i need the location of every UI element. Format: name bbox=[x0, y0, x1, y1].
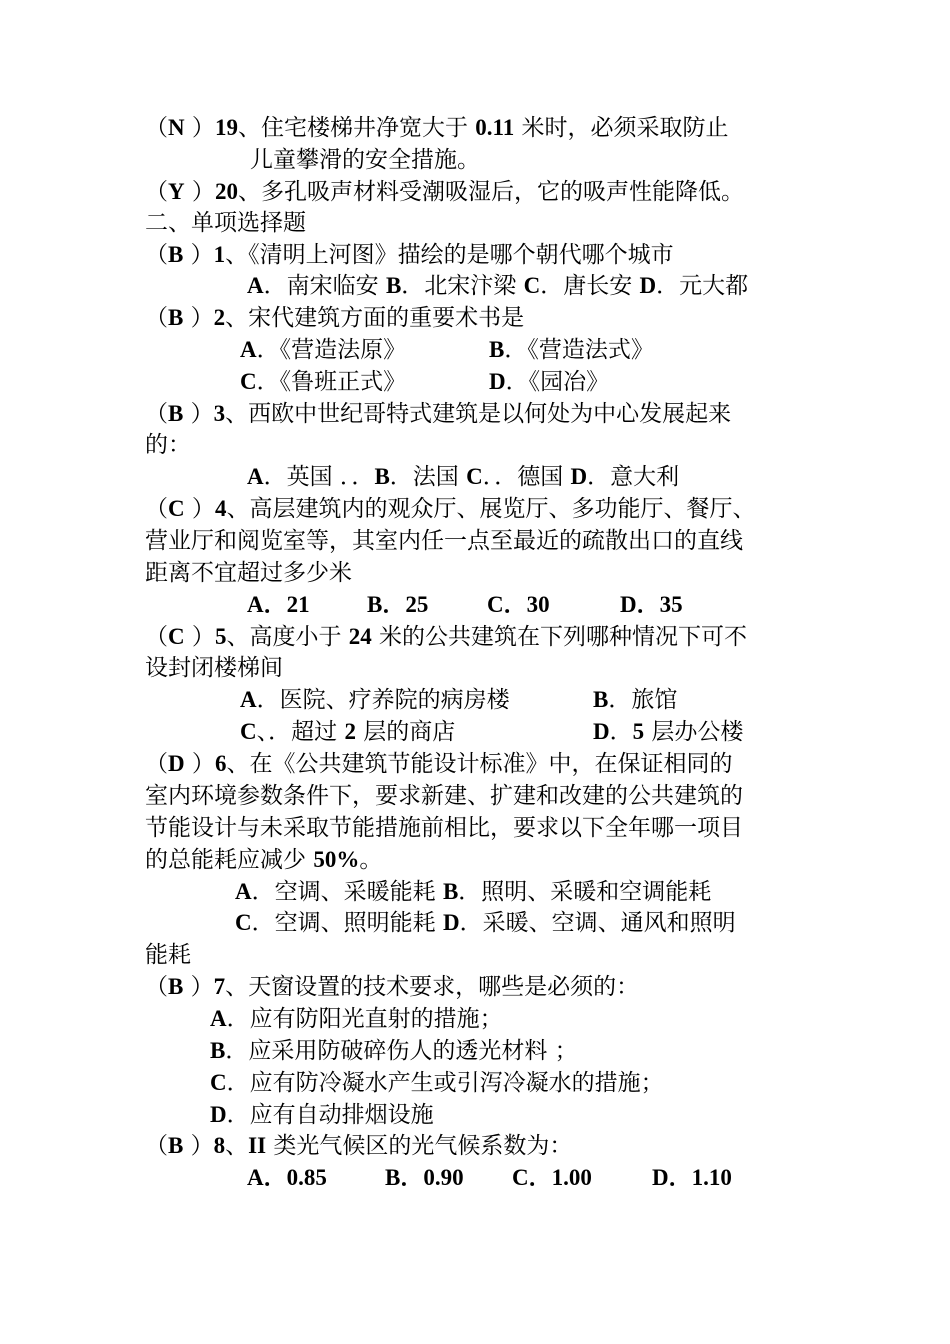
option-letter: D bbox=[652, 1165, 669, 1190]
question-number: 19 bbox=[214, 115, 238, 140]
option-value: ．1.10 bbox=[668, 1165, 732, 1190]
value: 50% bbox=[313, 847, 360, 872]
paren-close: ） bbox=[184, 751, 215, 777]
option-text: 层的商店 bbox=[355, 719, 456, 745]
option-letter: A bbox=[247, 1165, 264, 1190]
question-8-options bbox=[247, 1162, 917, 1194]
value: 0.11 bbox=[475, 115, 515, 140]
answer-mark: B bbox=[168, 305, 184, 330]
option-text: ．应采用防破碎伤人的透光材料 ； bbox=[225, 1038, 578, 1064]
paren-open: （ bbox=[145, 179, 168, 205]
question-text: 、 bbox=[225, 1133, 249, 1159]
option-text: ．法国 bbox=[389, 464, 467, 490]
option-text: ．旅馆 bbox=[608, 687, 678, 713]
question-number: 6 bbox=[214, 751, 227, 776]
option-text: ．照明、采暖和空调能耗 bbox=[458, 879, 712, 905]
option-letter: D bbox=[442, 910, 460, 935]
option-letter: C bbox=[240, 719, 257, 744]
question-6 bbox=[145, 748, 815, 780]
question-3-options bbox=[247, 461, 917, 493]
paren-open: （ bbox=[145, 974, 168, 1000]
question-text: 、住宅楼梯井净宽大于 bbox=[237, 115, 476, 141]
answer-mark: B bbox=[168, 1133, 184, 1158]
question-3-cont: 的： bbox=[145, 432, 191, 458]
paren-open: （ bbox=[145, 496, 168, 522]
option-letter: C bbox=[487, 592, 504, 617]
answer-mark: B bbox=[168, 974, 184, 999]
question-7 bbox=[145, 971, 815, 1003]
paren-open: （ bbox=[145, 624, 168, 650]
question-5-cont: 设封闭楼梯间 bbox=[145, 655, 283, 681]
option-text: ． bbox=[609, 719, 633, 745]
question-7-option-a bbox=[210, 1003, 880, 1035]
option-text: ．采暖、空调、通风和照明 bbox=[459, 910, 736, 936]
question-4 bbox=[145, 493, 815, 525]
answer-mark: C bbox=[168, 624, 185, 649]
option-text: ．唐长安 bbox=[540, 273, 640, 299]
answer-mark: Y bbox=[168, 179, 185, 204]
option-letter: B bbox=[489, 337, 505, 362]
question-1-options bbox=[247, 270, 917, 302]
paren-open: （ bbox=[145, 751, 168, 777]
option-text: ．英国 ．． bbox=[263, 464, 375, 490]
question-number: 5 bbox=[214, 624, 227, 649]
option-letter: B bbox=[374, 464, 390, 489]
option-text: ．元大都 bbox=[656, 273, 749, 299]
option-text: ．医院、疗养院的病房楼 bbox=[256, 687, 510, 713]
option-text: ．《营造法式》 bbox=[504, 337, 654, 363]
option-letter: D bbox=[570, 464, 588, 489]
option-letter: D bbox=[620, 592, 637, 617]
option-text: 层办公楼 bbox=[644, 719, 744, 745]
question-7-option-d bbox=[210, 1099, 880, 1131]
option-value: ．30 bbox=[503, 592, 550, 617]
option-text: ．南宋临安 bbox=[263, 273, 386, 299]
paren-close: ） bbox=[184, 496, 215, 522]
option-letter: A bbox=[240, 337, 257, 362]
question-4-cont-2: 距离不宜超过多少米 bbox=[145, 560, 352, 586]
question-19 bbox=[145, 112, 815, 144]
paren-open: （ bbox=[145, 305, 168, 331]
option-text: ．应有自动排烟设施 bbox=[226, 1102, 434, 1128]
question-19-cont: 儿童攀滑的安全措施。 bbox=[250, 147, 480, 173]
option-value: ．0.90 bbox=[400, 1165, 464, 1190]
option-letter: D bbox=[593, 719, 610, 744]
option-letter: A bbox=[210, 1006, 227, 1031]
question-4-cont-1: 营业厅和阅览室等，其室内任一点至最近的疏散出口的直线 bbox=[145, 528, 743, 554]
question-text: 米时，必须采取防止 bbox=[514, 115, 729, 141]
option-text: ．空调、采暖能耗 bbox=[251, 879, 443, 905]
question-6-cont-4: 能耗 bbox=[145, 942, 191, 968]
question-text: 、宋代建筑方面的重要术书是 bbox=[225, 305, 525, 331]
option-value: 2 bbox=[344, 719, 356, 744]
paren-open: （ bbox=[145, 242, 168, 268]
question-number: 1 bbox=[213, 242, 226, 267]
question-1 bbox=[145, 239, 815, 271]
paren-close: ） bbox=[183, 305, 214, 331]
option-letter: B bbox=[367, 592, 383, 617]
answer-mark: D bbox=[168, 751, 185, 776]
question-4-options bbox=[247, 589, 917, 621]
question-text: 米的公共建筑在下列哪种情况下可不 bbox=[371, 624, 748, 650]
question-2 bbox=[145, 302, 815, 334]
question-number: 7 bbox=[213, 974, 226, 999]
question-20 bbox=[145, 176, 815, 208]
option-text: ．意大利 bbox=[587, 464, 680, 490]
option-letter: A bbox=[247, 273, 264, 298]
question-text: 的总能耗应减少 bbox=[145, 847, 314, 873]
option-letter: D bbox=[210, 1102, 227, 1127]
question-number: 20 bbox=[214, 179, 238, 204]
section-heading: 二、单项选择题 bbox=[145, 210, 306, 236]
option-text: ．空调、照明能耗 bbox=[251, 910, 443, 936]
question-text: 、多孔吸声材料受潮吸湿后，它的吸声性能降低。 bbox=[237, 179, 744, 205]
option-letter: A bbox=[247, 592, 264, 617]
paren-open: （ bbox=[145, 401, 168, 427]
option-text: 、．超过 bbox=[256, 719, 345, 745]
answer-mark: C bbox=[168, 496, 185, 521]
paren-close: ） bbox=[184, 115, 215, 141]
paren-open: （ bbox=[145, 115, 168, 141]
option-text: ．北宋汴梁 bbox=[401, 273, 524, 299]
option-value: ．25 bbox=[382, 592, 429, 617]
option-letter: A bbox=[240, 687, 257, 712]
question-number: 8 bbox=[213, 1133, 226, 1158]
answer-mark: B bbox=[168, 242, 184, 267]
question-6-cont-1: 室内环境参数条件下，要求新建、扩建和改建的公共建筑的 bbox=[145, 783, 743, 809]
question-6-cont-3 bbox=[145, 844, 815, 876]
question-3 bbox=[145, 398, 815, 430]
option-text: ．《营造法原》 bbox=[256, 337, 407, 363]
option-letter: B bbox=[210, 1038, 226, 1063]
roman-numeral: II bbox=[248, 1133, 267, 1158]
question-text: 、天窗设置的技术要求，哪些是必须的： bbox=[225, 974, 640, 1000]
question-text: 、在《公共建筑节能设计标准》中，在保证相同的 bbox=[226, 751, 733, 777]
paren-close: ） bbox=[183, 1133, 214, 1159]
option-value: ．21 bbox=[263, 592, 310, 617]
option-letter: B bbox=[593, 687, 609, 712]
option-value: ．1.00 bbox=[528, 1165, 592, 1190]
question-6-cont-2: 节能设计与未采取节能措施前相比，要求以下全年哪一项目 bbox=[145, 815, 743, 841]
question-2-options-row1 bbox=[240, 334, 910, 366]
question-text: 、西欧中世纪哥特式建筑是以何处为中心发展起来 bbox=[225, 401, 732, 427]
question-text: 、高度小于 bbox=[226, 624, 349, 650]
question-text: 、高层建筑内的观众厅、展览厅、多功能厅、餐厅、 bbox=[226, 496, 756, 522]
question-7-option-c bbox=[210, 1067, 880, 1099]
option-letter: C bbox=[466, 464, 483, 489]
question-5-options-row2 bbox=[240, 716, 910, 748]
option-text: ．应有防阳光直射的措施； bbox=[226, 1006, 503, 1032]
option-letter: A bbox=[247, 464, 264, 489]
answer-mark: B bbox=[168, 401, 184, 426]
question-6-options-row2 bbox=[235, 907, 905, 939]
option-letter: A bbox=[235, 879, 252, 904]
question-5 bbox=[145, 621, 815, 653]
question-7-option-b bbox=[210, 1035, 880, 1067]
question-number: 3 bbox=[213, 401, 226, 426]
question-number: 2 bbox=[213, 305, 226, 330]
answer-mark: N bbox=[168, 115, 185, 140]
option-text: ．《鲁班正式》 bbox=[256, 369, 407, 395]
paren-close: ） bbox=[184, 179, 215, 205]
paren-close: ） bbox=[183, 401, 214, 427]
paren-close: ） bbox=[183, 242, 214, 268]
option-letter: C bbox=[523, 273, 541, 298]
question-6-options-row1 bbox=[235, 876, 905, 908]
option-text: ．．德国 bbox=[482, 464, 571, 490]
option-letter: C bbox=[210, 1070, 227, 1095]
value: 24 bbox=[348, 624, 372, 649]
question-text: 类光气候区的光气候系数为： bbox=[266, 1133, 573, 1159]
option-value: ．0.85 bbox=[263, 1165, 327, 1190]
question-text: 。 bbox=[359, 847, 383, 873]
paren-open: （ bbox=[145, 1133, 168, 1159]
option-letter: C bbox=[512, 1165, 529, 1190]
question-number: 4 bbox=[214, 496, 227, 521]
option-value: 5 bbox=[632, 719, 645, 744]
option-text: ．《园冶》 bbox=[505, 369, 610, 395]
question-5-options-row1 bbox=[240, 684, 910, 716]
option-text: ．应有防冷凝水产生或引泻冷凝水的措施； bbox=[226, 1070, 664, 1096]
option-letter: D bbox=[489, 369, 506, 394]
question-8 bbox=[145, 1130, 815, 1162]
paren-close: ） bbox=[183, 974, 214, 1000]
question-2-options-row2 bbox=[240, 366, 910, 398]
option-letter: B bbox=[442, 879, 459, 904]
option-value: ．35 bbox=[636, 592, 683, 617]
option-letter: C bbox=[235, 910, 252, 935]
option-letter: D bbox=[639, 273, 657, 298]
question-text: 、《清明上河图》描绘的是哪个朝代哪个城市 bbox=[225, 242, 674, 268]
option-letter: B bbox=[385, 273, 402, 298]
option-letter: C bbox=[240, 369, 257, 394]
paren-close: ） bbox=[184, 624, 215, 650]
option-letter: B bbox=[385, 1165, 401, 1190]
